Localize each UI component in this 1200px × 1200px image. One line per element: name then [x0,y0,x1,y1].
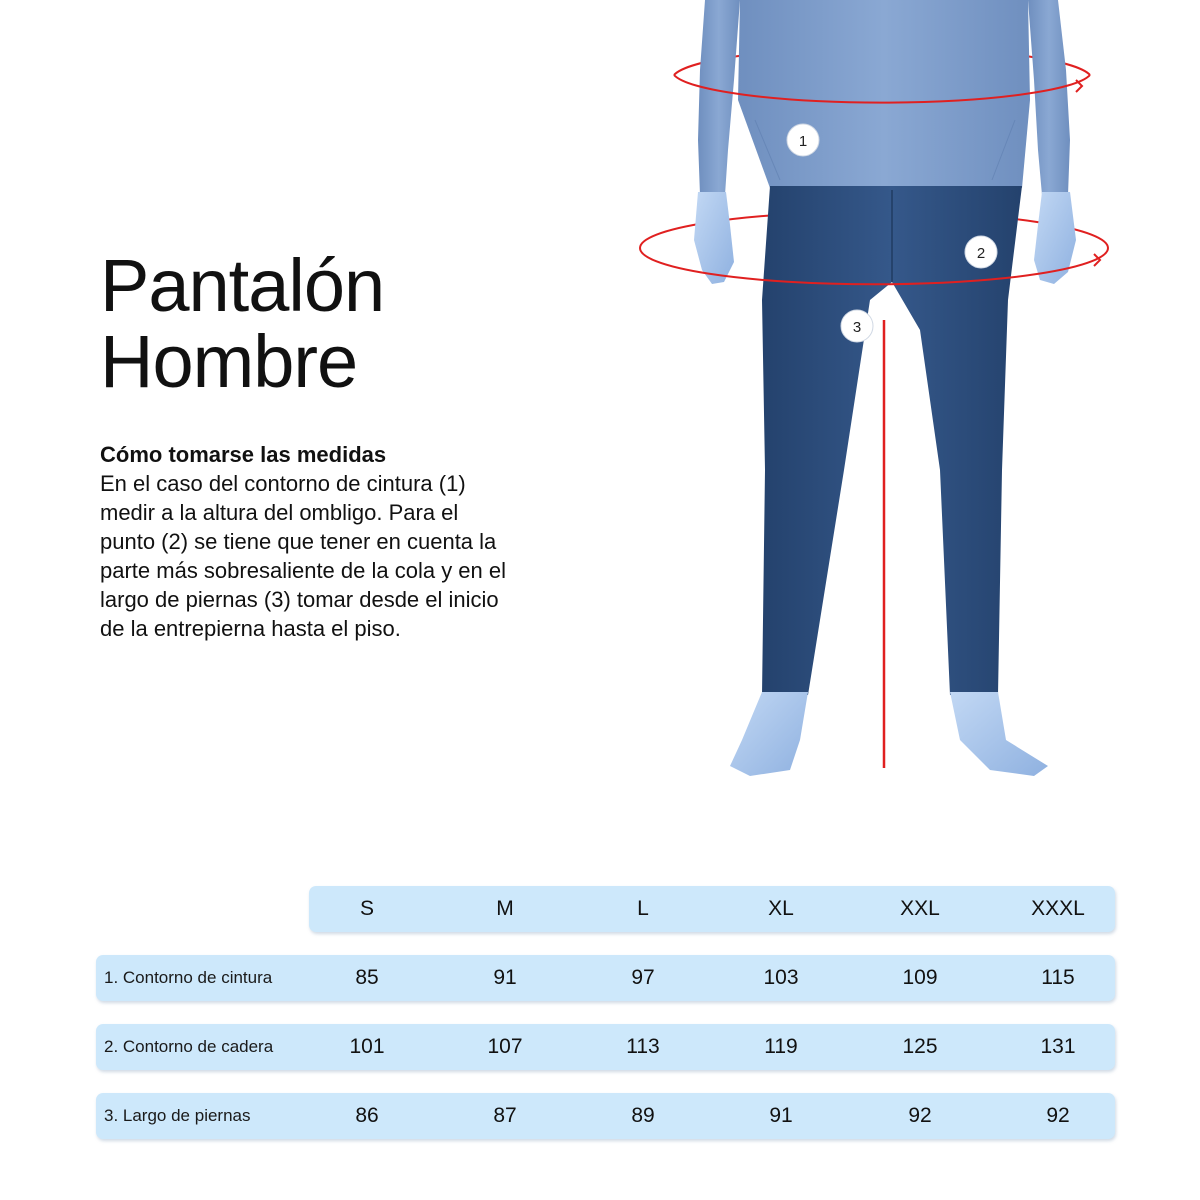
table-cell: 109 [902,966,938,989]
table-cell: 92 [908,1104,932,1127]
row-label: 2. Contorno de cadera [104,1037,274,1056]
table-cell: 113 [626,1035,660,1058]
table-row [96,1024,1115,1070]
table-cell: 101 [349,1035,385,1058]
measurement-instructions [100,440,600,643]
instructions-line: parte más sobresaliente de la cola y en el [100,558,507,583]
table-row [96,955,1115,1001]
instructions-text [100,469,600,643]
row-background [309,886,1115,932]
table-cell: 103 [763,966,799,989]
instructions-line: de la entrepierna hasta el piso. [100,616,401,641]
page-title [100,244,385,403]
table-cell: 86 [355,1104,379,1127]
right-arm [1028,0,1070,195]
table-cell: 91 [769,1104,793,1127]
svg-text:3: 3 [852,319,862,336]
row-label: 3. Largo de piernas [104,1106,251,1125]
table-cell: 92 [1046,1104,1070,1127]
row-label: 1. Contorno de cintura [104,968,273,987]
marker-2 [965,236,997,268]
table-cell: 89 [631,1104,655,1127]
size-header-cell: S [359,897,374,920]
mannequin-figure [630,0,1130,790]
size-header-cell: XXXL [1031,897,1085,920]
table-cell: 119 [764,1035,798,1058]
instructions-line: En el caso del contorno de cintura (1) [100,471,466,496]
left-foot [730,692,808,776]
left-hand [694,192,734,284]
instructions-heading: Cómo tomarse las medidas [100,442,387,467]
size-header-row [96,886,1115,932]
shirt [738,0,1030,188]
table-cell: 115 [1041,966,1075,989]
size-header-cell: XXL [900,897,940,920]
table-cell: 87 [493,1104,517,1127]
mannequin-illustration [630,0,1130,790]
size-header-cell: XL [768,897,794,920]
instructions-line: largo de piernas (3) tomar desde el inicio [100,587,499,612]
marker-3 [841,310,873,342]
instructions-line: punto (2) se tiene que tener en cuenta la [100,529,497,554]
title-line-1: Pantalón [100,244,385,327]
svg-text:1: 1 [798,133,808,150]
right-foot [950,692,1048,776]
svg-text:2: 2 [976,245,986,262]
title-line-2: Hombre [100,320,358,403]
marker-1 [787,124,819,156]
instructions-line: medir a la altura del ombligo. Para el [100,500,459,525]
table-cell: 107 [487,1035,523,1058]
table-cell: 131 [1040,1035,1076,1058]
left-arm [698,0,740,195]
table-cell: 91 [493,966,517,989]
table-cell: 97 [631,966,655,989]
table-cell: 125 [902,1035,938,1058]
size-header-cell: L [637,897,649,920]
table-row [96,1093,1115,1139]
table-cell: 85 [355,966,379,989]
size-header-cell: M [496,897,514,920]
